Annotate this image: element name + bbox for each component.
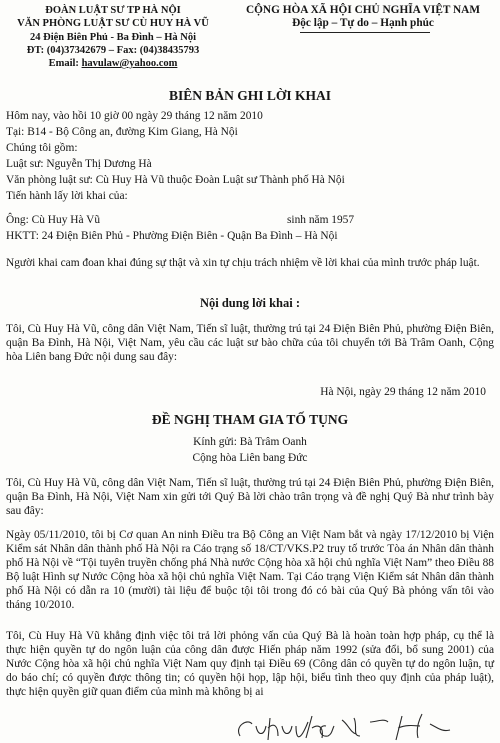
person-born: sinh năm 1957: [287, 214, 355, 226]
office-phone-fax: ĐT: (04)37342679 – Fax: (04)38435793: [26, 44, 200, 56]
proposal-title: ĐỀ NGHỊ THAM GIA TỐ TỤNG: [151, 412, 349, 427]
intro-time: Hôm nay, vào hồi 10 giờ 00 ngày 29 tháng 12 năm 2010: [6, 110, 263, 122]
email-link[interactable]: havulaw@yahoo.com: [81, 58, 178, 70]
intro-lawyer: Luật sư: Nguyễn Thị Dương Hà: [6, 158, 152, 170]
intro-place: Tại: B14 - Bộ Công an, đường Kim Giang, Hà Nội: [6, 126, 238, 138]
addressee-line: Kính gửi: Bà Trâm Oanh: [193, 436, 307, 448]
person-name: Ông: Cù Huy Hà Vũ: [6, 214, 101, 226]
proposal-paragraph-3: Tôi, Cù Huy Hà Vũ khẳng định việc tôi trả lời phỏng vấn của Quý Bà là hoàn toàn hợp pháp, cụ thể là thực hiện quyền tự do ngôn luận của công dân được Hiến pháp năm 1992 (sửa đổi, bổ sung 2001) của Nước Cộng hòa xã hội chủ nghĩa Việt Nam quy định tại Điều 69 (Công dân có quyền tự do ngôn luận, tự do báo chí; có quyền được thông tin; có quyền hội họp, lập hội, biểu tình theo quy định của pháp luật), thực hiện quyền giữ quan điểm của mình mà không bị ai: [6, 630, 494, 699]
handwritten-signature: [230, 712, 480, 742]
office-address: 24 Điện Biên Phủ - Ba Đình – Hà Nội: [30, 31, 196, 43]
addressee-country: Cộng hòa Liên bang Đức: [192, 452, 308, 464]
commitment-paragraph: Người khai cam đoan khai đúng sự thật và xin tự chịu trách nhiệm về lời khai của mình trước pháp luật.: [6, 257, 480, 269]
intro-proceed: Tiến hành lấy lời khai của:: [6, 190, 128, 202]
law-office-header: [0, 4, 226, 70]
intro-we: Chúng tôi gồm:: [6, 142, 78, 154]
law-office-name: VĂN PHÒNG LUẬT SƯ CÙ HUY HÀ VŨ: [17, 18, 209, 30]
email-label: Email:: [48, 58, 79, 70]
national-header: [226, 4, 500, 31]
proposal-paragraph-2: Ngày 05/11/2010, tôi bị Cơ quan An ninh Điều tra Bộ Công an Việt Nam bắt và ngày 17/12/2010 bị Viện Kiểm sát Nhân dân thành phố Hà Nội ra Cáo trạng số 18/CT/VKS.P2 truy tố trước Tòa án Nhân dân thành phố Hà Nội về “Tội tuyên truyền chống phá Nhà nước Cộng hòa xã hội chủ nghĩa Việt Nam” theo Điều 88 Bộ luật Hình sự Nước Cộng hòa xã hội chủ nghĩa Việt Nam. Tại Cáo trạng Viện Kiểm sát Nhân dân thành phố Hà Nội có dẫn ra 10 (mười) tài liệu để buộc tội tôi trong đó có bài của Quý Bà phỏng vấn tôi vào tháng 10/2010.: [6, 529, 494, 612]
country-name: CỘNG HÒA XÃ HỘI CHỦ NGHĨA VIỆT NAM: [245, 4, 481, 16]
bar-association-name: ĐOÀN LUẬT SƯ TP HÀ NỘI: [45, 5, 181, 16]
doc-title: BIÊN BẢN GHI LỜI KHAI: [168, 88, 332, 103]
national-motto: Độc lập – Tự do – Hạnh phúc: [292, 17, 434, 30]
proposal-paragraph-1: Tôi, Cù Huy Hà Vũ, công dân Việt Nam, Tiến sĩ luật, thường trú tại 24 Điện Biên Phủ, phường Điện Biên, quận Ba Đình, Hà Nội, Việt Nam xin gửi tới Quý Bà lời chào trân trọng và đề nghị Quý Bà như trình bày sau đây:: [6, 477, 494, 518]
content-heading: Nội dung lời khai :: [199, 296, 300, 310]
content-paragraph: Tôi, Cù Huy Hà Vũ, công dân Việt Nam, Tiến sĩ luật, thường trú tại 24 Điện Biên Phủ, phường Điện Biên, quận Ba Đình, Hà Nội, Việt Nam, yêu cầu các luật sư bào chữa của tôi chuyển tới Bà Trâm Oanh, Cộng hòa Liên bang Đức nội dung sau đây:: [6, 323, 494, 364]
intro-office: Văn phòng luật sư: Cù Huy Hà Vũ thuộc Đoàn Luật sư Thành phố Hà Nội: [6, 174, 345, 186]
person-hktt: HKTT: 24 Điện Biên Phủ - Phường Điện Biên - Quận Ba Đình – Hà Nội: [6, 230, 338, 242]
motto-underline: [300, 32, 430, 33]
office-email-line: [0, 57, 226, 70]
date-line: Hà Nội, ngày 29 tháng 12 năm 2010: [320, 386, 486, 398]
